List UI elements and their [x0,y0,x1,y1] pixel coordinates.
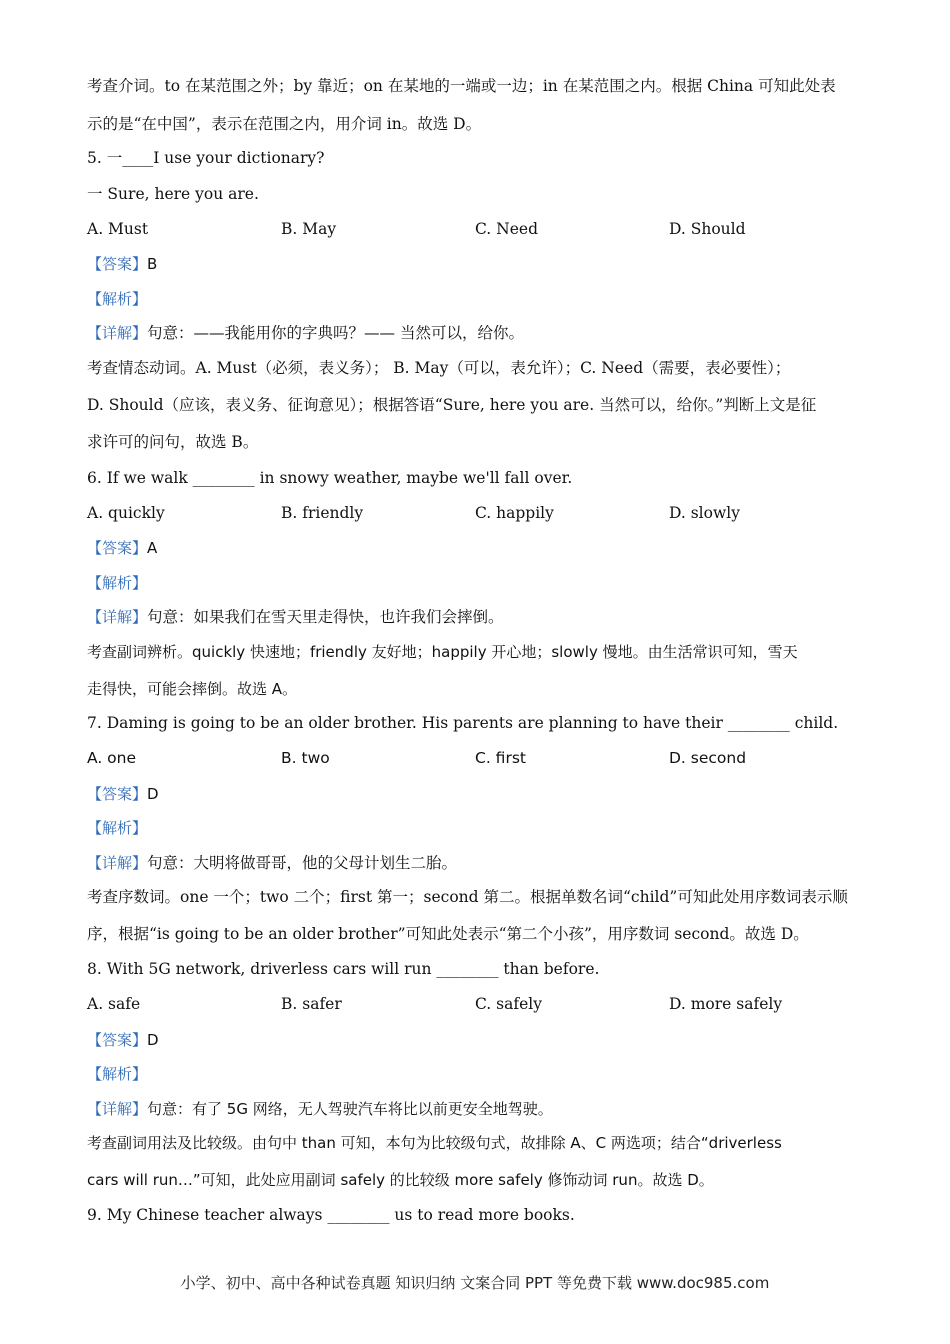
answer-tag: 【答案】 [87,255,148,273]
detail-tag: 【详解】 [87,608,148,626]
detail-text: 句意：——我能用你的字典吗？—— 当然可以，给你。 [147,324,524,342]
option-b: B. friendly [281,504,364,522]
question-8-stem: 8. With 5G network, driverless cars will run ________ than before. [87,960,600,978]
question-6-stem: 6. If we walk ________ in snowy weather, maybe we'll fall over. [87,469,573,487]
explanation-line: 走得快，可能会摔倒。故选 A。 [87,680,298,698]
detail-text: 句意：有了 5G 网络，无人驾驶汽车将比以前更安全地驾驶。 [147,1100,553,1118]
answer-value: D [147,785,159,803]
option-b: B. two [281,749,330,767]
explanation-line: 求许可的问句，故选 B。 [87,433,259,451]
detail-text: 句意：如果我们在雪天里走得快，也许我们会摔倒。 [147,608,504,626]
question-5-stem: 5. 一____I use your dictionary? [87,149,325,167]
option-d: D. second [669,749,747,767]
answer-line [87,1030,159,1050]
option-c: C. safely [475,995,542,1013]
option-a: A. one [87,749,137,767]
option-c: C. happily [475,504,554,522]
answer-value: B [147,255,158,273]
answer-value: A [147,539,158,557]
answer-value: D [147,1031,159,1049]
option-c: C. first [475,749,526,767]
explanation-line: 考查情态动词。A. Must（必须，表义务）； B. May（可以，表允许）；C. Need（需要，表必要性）； [87,359,791,377]
explanation-line: 考查副词用法及比较级。由句中 than 可知，本句为比较级句式，故排除 A、C 两选项；结合“driverless [87,1134,782,1152]
detail-line [87,853,457,873]
analysis-line [87,1064,147,1084]
question-5-reply: 一 Sure, here you are. [87,185,259,203]
analysis-tag: 【解析】 [87,574,148,592]
answer-line [87,784,159,804]
detail-text: 句意：大明将做哥哥，他的父母计划生二胎。 [147,854,458,872]
option-b: B. safer [281,995,342,1013]
explanation-line: D. Should（应该，表义务、征询意见）；根据答语“Sure, here you are. 当然可以，给你。”判断上文是征 [87,396,817,414]
detail-line [87,323,524,343]
intro-line: 考查介词。to 在某范围之外；by 靠近；on 在某地的一端或一边；in 在某范围之内。根据 China 可知此处表 [87,77,836,95]
answer-line [87,538,157,558]
option-a: A. quickly [87,504,165,522]
question-7-stem: 7. Daming is going to be an older brother. His parents are planning to have their ________ child. [87,714,839,732]
question-9-stem: 9. My Chinese teacher always ________ us to read more books. [87,1206,575,1224]
explanation-line: cars will run…”可知，此处应用副词 safely 的比较级 more safely 修饰动词 run。故选 D。 [87,1171,714,1189]
detail-line [87,607,504,627]
detail-tag: 【详解】 [87,854,148,872]
intro-line: 示的是“在中国”，表示在范围之内，用介词 in。故选 D。 [87,115,482,133]
analysis-tag: 【解析】 [87,819,148,837]
option-b: B. May [281,220,337,238]
answer-tag: 【答案】 [87,785,148,803]
analysis-tag: 【解析】 [87,1065,148,1083]
option-a: A. Must [87,220,149,238]
option-d: D. more safely [669,995,783,1013]
answer-tag: 【答案】 [87,539,148,557]
option-d: D. Should [669,220,746,238]
option-a: A. safe [87,995,141,1013]
analysis-line [87,818,147,838]
option-c: C. Need [475,220,538,238]
analysis-tag: 【解析】 [87,290,148,308]
explanation-line: 序，根据“is going to be an older brother”可知此处表示“第二个小孩”，用序数词 second。故选 D。 [87,925,809,943]
detail-tag: 【详解】 [87,1100,148,1118]
detail-line [87,1099,553,1119]
explanation-line: 考查副词辨析。quickly 快速地；friendly 友好地；happily 开心地；slowly 慢地。由生活常识可知，雪天 [87,643,798,661]
analysis-line [87,289,147,309]
answer-tag: 【答案】 [87,1031,148,1049]
analysis-line [87,573,147,593]
explanation-line: 考查序数词。one 一个；two 二个；first 第一；second 第二。根据单数名词“child”可知此处用序数词表示顺 [87,888,848,906]
answer-line [87,254,157,274]
detail-tag: 【详解】 [87,324,148,342]
option-d: D. slowly [669,504,740,522]
footer: 小学、初中、高中各种试卷真题 知识归纳 文案合同 PPT 等免费下载 www.doc985.com [180,1274,770,1292]
